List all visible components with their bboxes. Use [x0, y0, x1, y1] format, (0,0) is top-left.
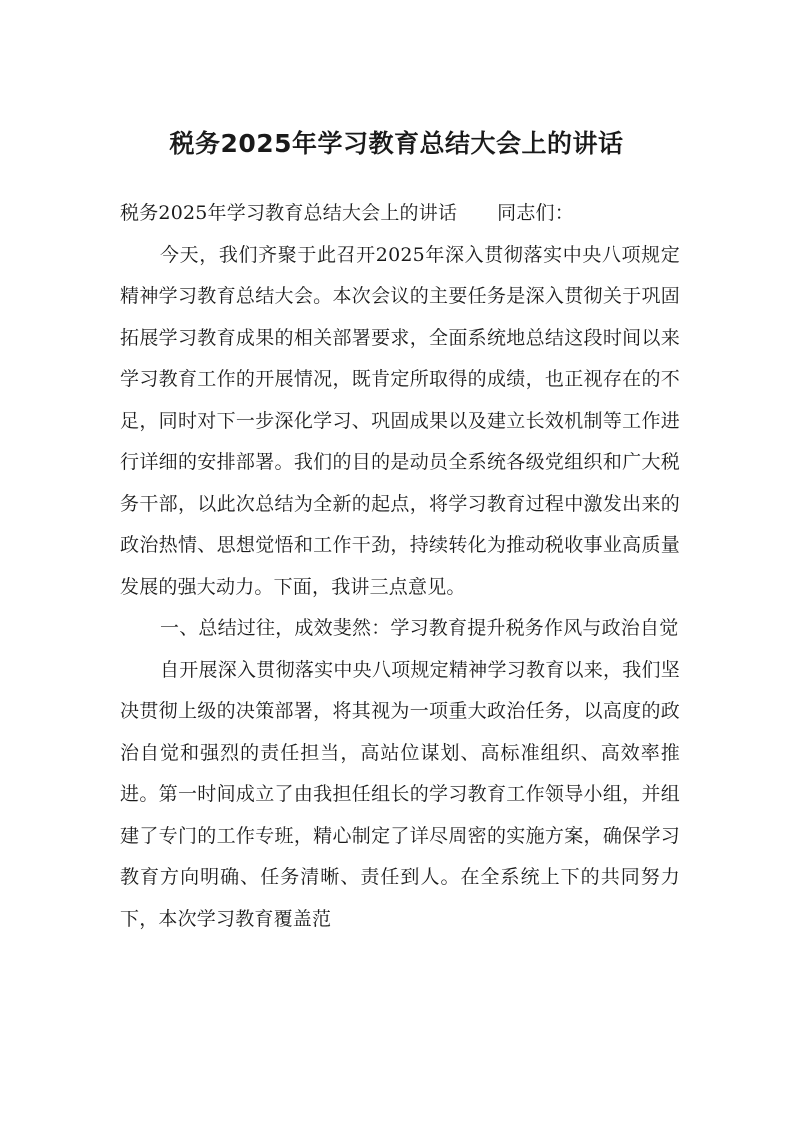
document-body	[120, 193, 680, 940]
lead-title: 税务2025年学习教育总结大会上的讲话	[120, 202, 458, 224]
document-title: 税务2025年学习教育总结大会上的讲话	[169, 129, 624, 158]
lead-line	[120, 193, 680, 235]
paragraph-opening: 今天，我们齐聚于此召开2025年深入贯彻落实中央八项规定精神学习教育总结大会。本次会议的主要任务是深入贯彻关于巩固拓展学习教育成果的相关部署要求，全面系统地总结这段时间以来学习教育工作的开展情况，既肯定所取得的成绩，也正视存在的不足，同时对下一步深化学习、巩固成果以及建立长效机制等工作进行详细的安排部署。我们的目的是动员全系统各级党组织和广大税务干部，以此次总结为全新的起点，将学习教育过程中激发出来的政治热情、思想觉悟和工作干劲，持续转化为推动税收事业高质量发展的强大动力。下面，我讲三点意见。	[120, 243, 680, 598]
paragraph-section-1: 自开展深入贯彻落实中央八项规定精神学习教育以来，我们坚决贯彻上级的决策部署，将其视为一项重大政治任务，以高度的政治自觉和强烈的责任担当，高站位谋划、高标准组织、高效率推进。第一时间成立了由我担任组长的学习教育工作领导小组，并组建了专门的工作专班，精心制定了详尽周密的实施方案，确保学习教育方向明确、任务清晰、责任到人。在全系统上下的共同努力下，本次学习教育覆盖范	[120, 658, 680, 930]
section-heading-1: 一、总结过往，成效斐然：学习教育提升税务作风与政治自觉	[160, 617, 679, 639]
salutation: 同志们：	[497, 202, 574, 224]
